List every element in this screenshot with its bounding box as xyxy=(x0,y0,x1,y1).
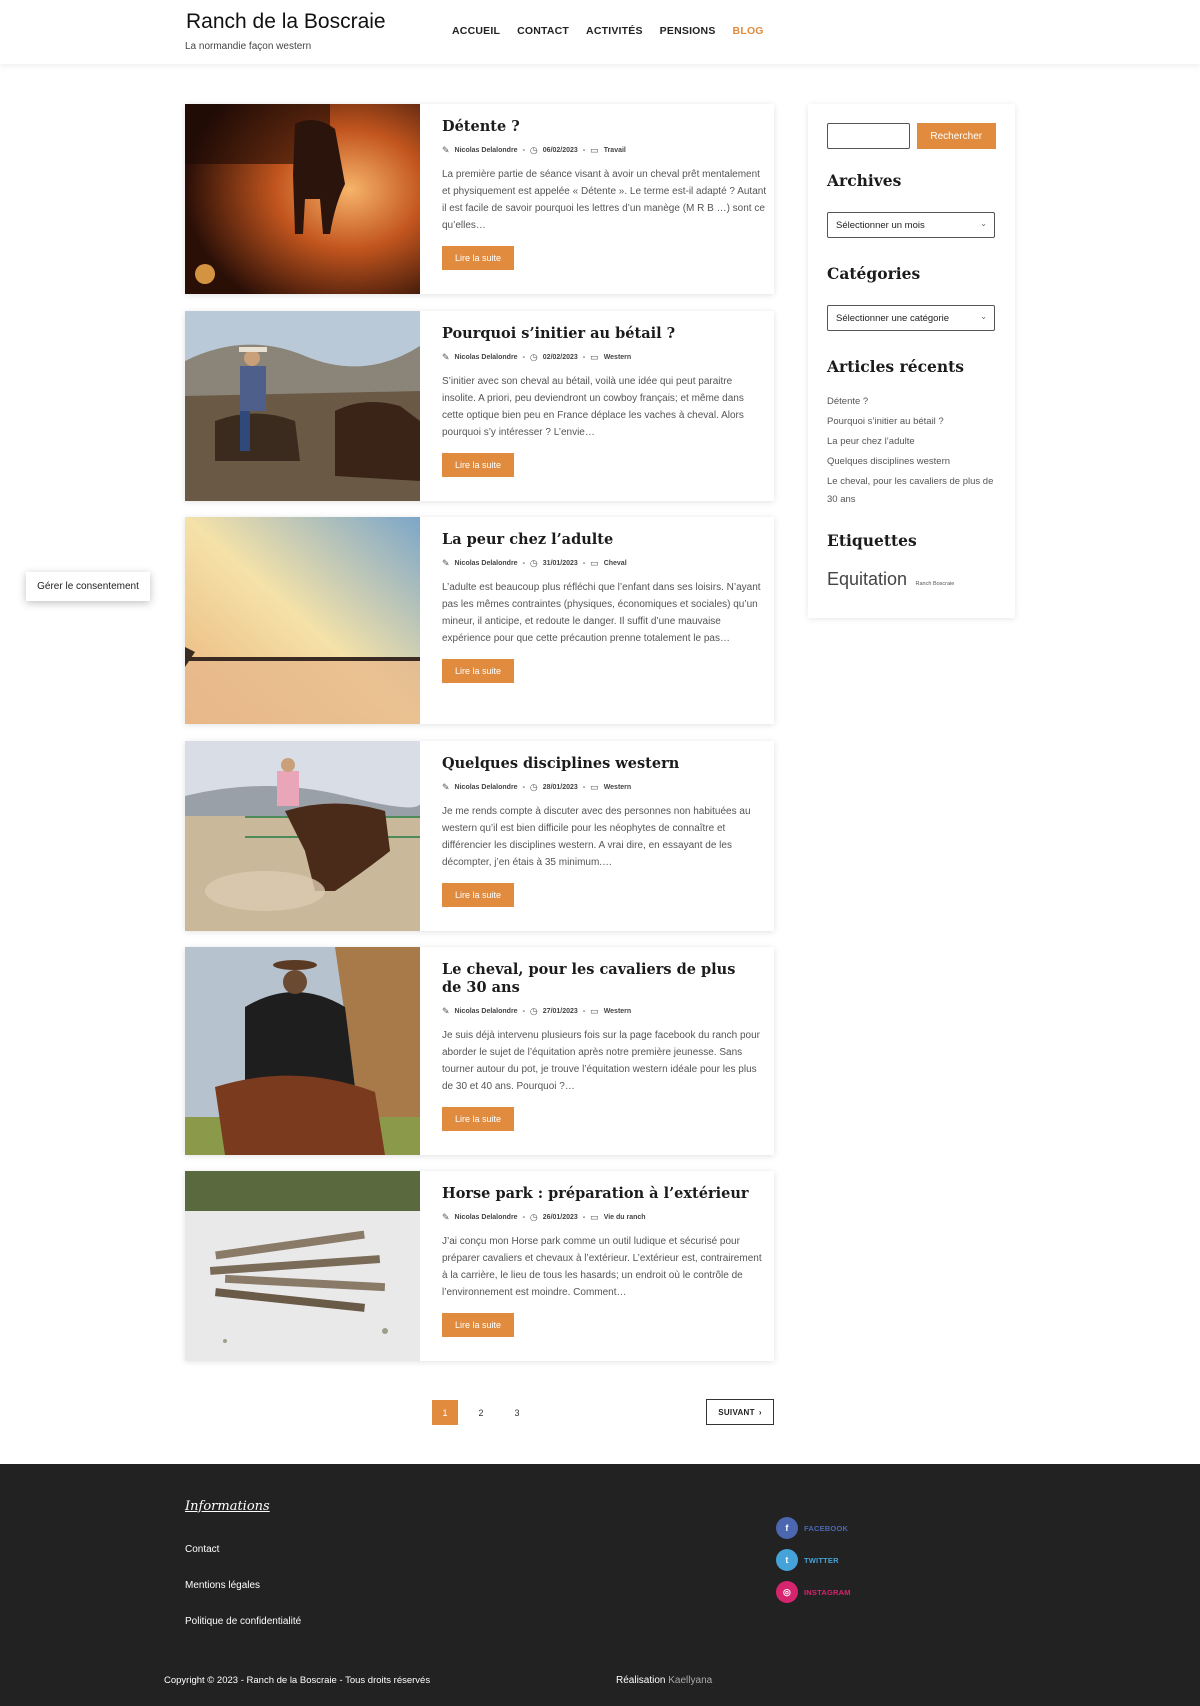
page-link-current[interactable]: 1 xyxy=(432,1400,458,1425)
post-category[interactable]: Western xyxy=(603,784,632,791)
manage-consent-button[interactable]: Gérer le consentement xyxy=(26,572,150,601)
clock-icon: ◷ xyxy=(529,1006,538,1016)
recent-post-link[interactable]: Quelques disciplines western xyxy=(827,456,951,467)
folder-icon: ▭ xyxy=(590,352,599,362)
archives-select[interactable] xyxy=(827,212,995,238)
sidebar xyxy=(808,104,1015,618)
clock-icon: ◷ xyxy=(529,352,538,362)
main-nav xyxy=(452,25,764,37)
recent-posts-title: Articles récents xyxy=(827,357,965,376)
site-header xyxy=(0,0,1200,64)
read-more-button[interactable]: Lire la suite xyxy=(442,246,514,270)
pen-icon: ✎ xyxy=(442,1212,450,1222)
folder-icon: ▭ xyxy=(590,782,599,792)
pen-icon: ✎ xyxy=(442,352,450,362)
nav-item-contact[interactable]: CONTACT xyxy=(517,25,570,37)
search-form xyxy=(827,123,996,149)
post-category[interactable]: Travail xyxy=(603,147,626,154)
categories-title: Catégories xyxy=(827,264,921,283)
post-date: 28/01/2023 xyxy=(542,784,578,791)
nav-item-accueil[interactable]: ACCUEIL xyxy=(452,25,501,37)
post-card xyxy=(185,517,774,724)
post-thumbnail[interactable] xyxy=(185,741,420,931)
read-more-button[interactable]: Lire la suite xyxy=(442,883,514,907)
post-date: 06/02/2023 xyxy=(542,147,578,154)
clock-icon: ◷ xyxy=(529,145,538,155)
credits-label: Réalisation xyxy=(616,1675,666,1686)
post-author[interactable]: Nicolas Delalondre xyxy=(454,147,518,154)
footer-link-privacy[interactable]: Politique de confidentialité xyxy=(185,1616,302,1627)
post-excerpt: La première partie de séance visant à avoir un cheval prêt mentalement et physiquement est appelée « Détente ». Le terme est-il adapté ? Autant il est facile de savoir pourquoi les lettres d’un manège (M R B …) sont ce qu’elles… xyxy=(442,169,767,231)
clock-icon: ◷ xyxy=(529,558,538,568)
post-excerpt: Je me rends compte à discuter avec des personnes non habituées au western qu’il est bien difficile pour les néophytes de connaître et différencier les disciplines western. A vrai dire, en essayant de les décompter, j’en étais à 35 minimum.… xyxy=(442,806,751,868)
post-excerpt: L’adulte est beaucoup plus réfléchi que l’enfant dans ses loisirs. N’ayant pas les mêmes contraintes (physiques, économiques et sociales) qu’un mineur, il anticipe, et redoute le danger. Il suffit d’une mauvaise expérience pour que cette précaution prenne totalement le pas… xyxy=(442,582,761,644)
post-card xyxy=(185,741,774,931)
pen-icon: ✎ xyxy=(442,558,450,568)
post-meta: ✎ Nicolas Delalondre - ◷ 31/01/2023 - ▭ Cheval xyxy=(442,558,627,568)
credits-link[interactable]: Kaellyana xyxy=(668,1675,713,1686)
post-meta: ✎ Nicolas Delalondre - ◷ 26/01/2023 - ▭ Vie du ranch xyxy=(442,1212,646,1222)
post-category[interactable]: Vie du ranch xyxy=(603,1214,646,1221)
post-card xyxy=(185,311,774,501)
tag-cloud xyxy=(827,569,996,590)
site-footer xyxy=(0,1464,1200,1706)
social-link-twitter[interactable] xyxy=(776,1549,839,1571)
folder-icon: ▭ xyxy=(590,145,599,155)
post-title[interactable]: Pourquoi s’initier au bétail ? xyxy=(442,325,676,342)
pen-icon: ✎ xyxy=(442,782,450,792)
archives-select-value: Sélectionner un mois xyxy=(836,220,925,231)
post-thumbnail[interactable] xyxy=(185,1171,420,1361)
instagram-icon: ◎ xyxy=(776,1581,798,1603)
post-date: 02/02/2023 xyxy=(542,354,578,361)
post-card xyxy=(185,947,774,1155)
social-link-instagram[interactable] xyxy=(776,1581,851,1603)
recent-post-link[interactable]: Le cheval, pour les cavaliers de plus de 30 ans xyxy=(827,476,994,505)
nav-item-blog[interactable]: BLOG xyxy=(732,25,764,37)
folder-icon: ▭ xyxy=(590,1212,599,1222)
post-card xyxy=(185,1171,774,1361)
footer-link-legal[interactable]: Mentions légales xyxy=(185,1580,261,1591)
categories-select[interactable] xyxy=(827,305,995,331)
archives-title: Archives xyxy=(827,171,902,190)
recent-post-link[interactable]: Pourquoi s’initier au bétail ? xyxy=(827,416,944,427)
folder-icon: ▭ xyxy=(590,558,599,568)
pen-icon: ✎ xyxy=(442,1006,450,1016)
social-label: TWITTER xyxy=(804,1555,839,1565)
nav-item-pensions[interactable]: PENSIONS xyxy=(659,25,716,37)
post-thumbnail[interactable] xyxy=(185,947,420,1155)
facebook-icon: f xyxy=(776,1517,798,1539)
search-input[interactable] xyxy=(827,123,910,149)
post-category[interactable]: Cheval xyxy=(603,560,627,567)
post-thumbnail[interactable] xyxy=(185,517,420,724)
post-author[interactable]: Nicolas Delalondre xyxy=(454,354,518,361)
folder-icon: ▭ xyxy=(590,1006,599,1016)
post-thumbnail[interactable] xyxy=(185,104,420,294)
nav-item-activites[interactable]: ACTIVITÉS xyxy=(586,25,643,37)
post-date: 26/01/2023 xyxy=(542,1214,578,1221)
next-page-label: SUIVANT xyxy=(718,1407,755,1417)
read-more-button[interactable]: Lire la suite xyxy=(442,1107,514,1131)
post-title[interactable]: Le cheval, pour les cavaliers de plus de 30 ans xyxy=(442,961,736,996)
categories-select-value: Sélectionner une catégorie xyxy=(836,313,950,324)
recent-posts-list xyxy=(827,393,996,509)
footer-link-contact[interactable]: Contact xyxy=(185,1544,220,1555)
post-excerpt: S’initier avec son cheval au bétail, voilà une idée qui peut paraitre insolite. A priori, peu deviendront un cowboy français; et même dans cette optique bien peu en France déplace les vaches à cheval. Alors pourquoi s’y intéresser ? L’envie… xyxy=(442,376,744,438)
post-category[interactable]: Western xyxy=(603,1008,632,1015)
tag-link[interactable]: Equitation xyxy=(827,569,908,589)
post-thumbnail[interactable] xyxy=(185,311,420,501)
post-title[interactable]: La peur chez l’adulte xyxy=(442,531,614,548)
page-link[interactable]: 3 xyxy=(514,1407,520,1418)
pen-icon: ✎ xyxy=(442,145,450,155)
read-more-button[interactable]: Lire la suite xyxy=(442,453,514,477)
credits xyxy=(616,1675,712,1686)
tags-title: Etiquettes xyxy=(827,531,917,550)
twitter-icon: t xyxy=(776,1549,798,1571)
post-meta: ✎ Nicolas Delalondre - ◷ 06/02/2023 - ▭ Travail xyxy=(442,145,626,155)
recent-post-link[interactable]: Détente ? xyxy=(827,396,869,407)
post-meta: ✎ Nicolas Delalondre - ◷ 27/01/2023 - ▭ Western xyxy=(442,1006,632,1016)
post-title[interactable]: Détente ? xyxy=(442,118,520,135)
search-button[interactable]: Rechercher xyxy=(917,123,997,149)
post-meta: ✎ Nicolas Delalondre - ◷ 28/01/2023 - ▭ Western xyxy=(442,782,632,792)
page-link[interactable]: 2 xyxy=(478,1407,484,1418)
read-more-button[interactable]: Lire la suite xyxy=(442,1313,514,1337)
next-page-button[interactable] xyxy=(706,1399,774,1425)
post-author[interactable]: Nicolas Delalondre xyxy=(454,784,518,791)
post-category[interactable]: Western xyxy=(603,354,632,361)
post-meta: ✎ Nicolas Delalondre - ◷ 02/02/2023 - ▭ Western xyxy=(442,352,632,362)
post-title[interactable]: Quelques disciplines western xyxy=(442,755,680,772)
site-tagline: La normandie façon western xyxy=(185,41,312,52)
chevron-right-icon: › xyxy=(758,1407,762,1417)
clock-icon: ◷ xyxy=(529,782,538,792)
post-excerpt: Je suis déjà intervenu plusieurs fois sur la page facebook du ranch pour aborder le sujet de l’équitation après notre première jeunesse. Sans tourner autour du pot, je trouve l’équitation western idéale pour les plus de 30 et 40 ans. Pourquoi ?… xyxy=(442,1030,760,1092)
chevron-down-icon: ⌄ xyxy=(980,219,987,228)
post-author[interactable]: Nicolas Delalondre xyxy=(454,560,518,567)
copyright-text: Copyright © 2023 - Ranch de la Boscraie - Tous droits réservés xyxy=(164,1675,431,1686)
post-author[interactable]: Nicolas Delalondre xyxy=(454,1008,518,1015)
post-date: 27/01/2023 xyxy=(542,1008,578,1015)
social-label: INSTAGRAM xyxy=(804,1587,851,1597)
recent-post-link[interactable]: La peur chez l’adulte xyxy=(827,436,915,447)
tag-link[interactable]: Ranch Boscraie xyxy=(915,581,955,587)
post-excerpt: J’ai conçu mon Horse park comme un outil ludique et sécurisé pour préparer cavaliers et chevaux à l’extérieur. L’extérieur est, contrairement à la carrière, le lieu de tous les hasards; un endroit où le contrôle de l’environnement est moindre. Comment… xyxy=(442,1236,762,1298)
post-card xyxy=(185,104,774,294)
post-author[interactable]: Nicolas Delalondre xyxy=(454,1214,518,1221)
read-more-button[interactable]: Lire la suite xyxy=(442,659,514,683)
clock-icon: ◷ xyxy=(529,1212,538,1222)
social-label: FACEBOOK xyxy=(804,1523,849,1533)
chevron-down-icon: ⌄ xyxy=(980,312,987,321)
social-link-facebook[interactable] xyxy=(776,1517,848,1539)
pagination xyxy=(432,1400,530,1425)
site-title[interactable]: Ranch de la Boscraie xyxy=(186,10,386,33)
post-title[interactable]: Horse park : préparation à l’extérieur xyxy=(442,1185,749,1202)
footer-title: Informations xyxy=(185,1499,270,1514)
post-date: 31/01/2023 xyxy=(542,560,578,567)
